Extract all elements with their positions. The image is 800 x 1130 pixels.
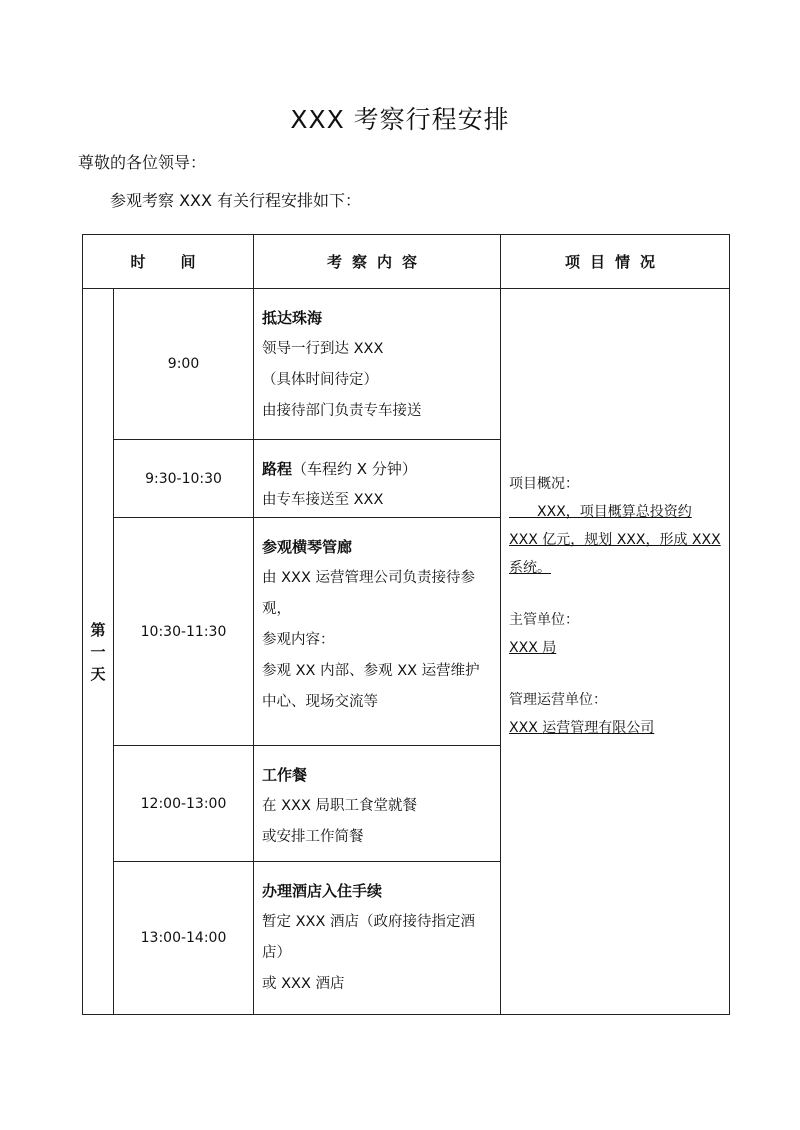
header-content: 考察内容 [254, 235, 501, 289]
content-line: 中心、现场交流等 [262, 694, 379, 710]
greeting: 尊敬的各位领导： [78, 153, 207, 172]
overview-label: 项目概况： [509, 476, 580, 492]
content-line: 参观内容： [262, 632, 335, 648]
time-cell: 12:00-13:00 [114, 746, 254, 862]
supervisor-value: XXX 局 [509, 640, 557, 656]
table-row [83, 289, 730, 440]
day-char: 一 [90, 642, 106, 661]
content-line: （具体时间待定） [262, 372, 379, 388]
supervisor-label: 主管单位： [509, 612, 580, 628]
content-line: 观， [262, 601, 292, 617]
intro-text: 参观考察 XXX 有关行程安排如下： [110, 191, 362, 210]
project-cell [501, 289, 730, 1015]
operator-label: 管理运营单位： [509, 692, 608, 708]
operator-value: XXX 运营管理有限公司 [509, 720, 655, 736]
time-cell: 13:00-14:00 [114, 862, 254, 1015]
document-title: XXX 考察行程安排 [290, 105, 510, 134]
day-label [83, 289, 114, 1015]
content-line: 店） [262, 945, 292, 961]
content-cell [254, 862, 501, 1015]
content-line: 在 XXX 局职工食堂就餐 [262, 798, 418, 814]
content-line: 由 XXX 运营管理公司负责接待参 [262, 570, 476, 586]
header-row [83, 235, 730, 289]
content-cell [254, 518, 501, 746]
content-title-note: （车程约 X 分钟） [292, 460, 417, 478]
content-line: 参观 XX 内部、参观 XX 运营维护 [262, 663, 480, 679]
content-line: 由专车接送至 XXX [262, 492, 384, 508]
content-title: 工作餐 [262, 766, 308, 784]
content-line: 暂定 XXX 酒店（政府接待指定酒 [262, 914, 476, 930]
content-line: 领导一行到达 XXX [262, 341, 384, 357]
content-title: 参观横琴管廊 [262, 538, 353, 556]
overview-line: 系统。 [509, 560, 552, 576]
time-cell: 10:30-11:30 [114, 518, 254, 746]
content-title: 办理酒店入住手续 [262, 882, 383, 900]
content-cell [254, 440, 501, 518]
schedule-table [82, 234, 730, 1015]
content-title [262, 454, 500, 485]
time-cell: 9:30-10:30 [114, 440, 254, 518]
content-cell [254, 289, 501, 440]
time-cell: 9:00 [114, 289, 254, 440]
content-cell [254, 746, 501, 862]
content-line: 或安排工作简餐 [262, 829, 364, 845]
content-title: 抵达珠海 [262, 309, 323, 327]
overview-line: XXX 亿元，规划 XXX，形成 XXX [509, 532, 721, 548]
overview-line: XXX，项目概算总投资约 [509, 504, 692, 520]
day-char: 天 [90, 664, 106, 683]
content-title-main: 路程 [262, 460, 293, 478]
content-line: 或 XXX 酒店 [262, 976, 345, 992]
header-time: 时 间 [83, 235, 254, 289]
day-char: 第 [90, 620, 106, 639]
content-line: 由接待部门负责专车接送 [262, 403, 422, 419]
header-project: 项目情况 [501, 235, 730, 289]
